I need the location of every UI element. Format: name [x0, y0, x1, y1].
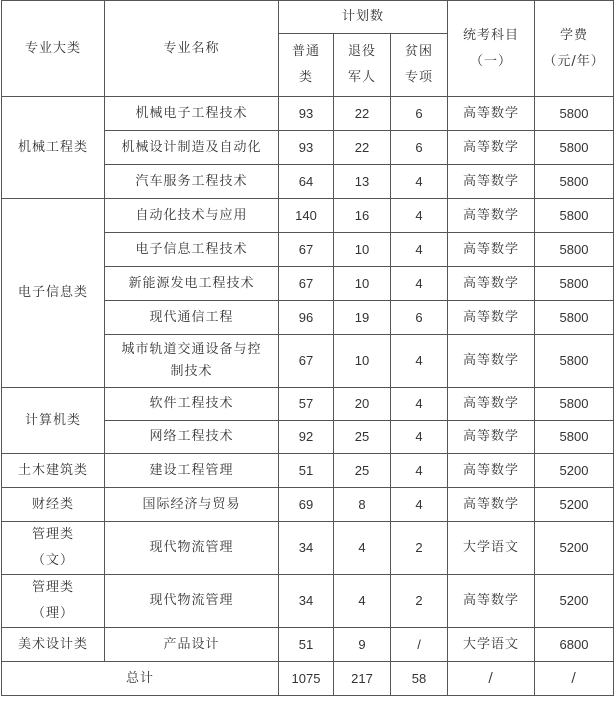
table-row	[2, 628, 614, 662]
fee-cell: 5800	[535, 165, 614, 199]
veteran-cell: 25	[334, 454, 391, 488]
exam-cell: 大学语文	[448, 522, 535, 575]
total-poverty: 58	[391, 662, 448, 696]
table-row	[2, 454, 614, 488]
major-cell: 机械电子工程技术	[105, 97, 279, 131]
exam-cell: 大学语文	[448, 628, 535, 662]
exam-cell: 高等数学	[448, 335, 535, 388]
table-row	[2, 388, 614, 421]
major-cell: 电子信息工程技术	[105, 233, 279, 267]
total-label: 总计	[2, 662, 279, 696]
major-cell: 国际经济与贸易	[105, 488, 279, 522]
major-cell: 现代通信工程	[105, 301, 279, 335]
major-cell: 网络工程技术	[105, 421, 279, 454]
fee-cell: 5800	[535, 301, 614, 335]
table-row	[2, 575, 614, 628]
general-cell: 92	[279, 421, 334, 454]
total-veteran: 217	[334, 662, 391, 696]
major-cell: 产品设计	[105, 628, 279, 662]
fee-cell: 5800	[535, 421, 614, 454]
table-row	[2, 97, 614, 131]
exam-cell: 高等数学	[448, 575, 535, 628]
major-cell: 建设工程管理	[105, 454, 279, 488]
general-cell: 67	[279, 233, 334, 267]
enrollment-plan-table	[1, 0, 614, 696]
poverty-cell: 4	[391, 165, 448, 199]
header-plan-poverty: 贫困 专项	[391, 34, 448, 97]
poverty-cell: 2	[391, 522, 448, 575]
general-cell: 96	[279, 301, 334, 335]
header-plan-general: 普通 类	[279, 34, 334, 97]
total-row	[2, 662, 614, 696]
fee-cell: 5200	[535, 522, 614, 575]
poverty-cell: 2	[391, 575, 448, 628]
exam-cell: 高等数学	[448, 97, 535, 131]
category-cell: 计算机类	[2, 388, 105, 454]
veteran-cell: 25	[334, 421, 391, 454]
header-fee: 学费 （元/年）	[535, 1, 614, 97]
fee-cell: 6800	[535, 628, 614, 662]
major-cell: 机械设计制造及自动化	[105, 131, 279, 165]
veteran-cell: 22	[334, 131, 391, 165]
exam-cell: 高等数学	[448, 454, 535, 488]
category-cell: 管理类 （理）	[2, 575, 105, 628]
header-category: 专业大类	[2, 1, 105, 97]
poverty-cell: 4	[391, 421, 448, 454]
veteran-cell: 13	[334, 165, 391, 199]
major-cell: 现代物流管理	[105, 522, 279, 575]
poverty-cell: 6	[391, 131, 448, 165]
veteran-cell: 22	[334, 97, 391, 131]
total-fee: /	[535, 662, 614, 696]
veteran-cell: 10	[334, 335, 391, 388]
veteran-cell: 19	[334, 301, 391, 335]
poverty-cell: 4	[391, 388, 448, 421]
veteran-cell: 10	[334, 233, 391, 267]
general-cell: 67	[279, 335, 334, 388]
veteran-cell: 4	[334, 575, 391, 628]
exam-cell: 高等数学	[448, 301, 535, 335]
exam-cell: 高等数学	[448, 421, 535, 454]
exam-cell: 高等数学	[448, 233, 535, 267]
category-cell: 管理类 （文）	[2, 522, 105, 575]
total-general: 1075	[279, 662, 334, 696]
fee-cell: 5200	[535, 454, 614, 488]
poverty-cell: 4	[391, 267, 448, 301]
exam-cell: 高等数学	[448, 165, 535, 199]
major-cell: 新能源发电工程技术	[105, 267, 279, 301]
exam-cell: 高等数学	[448, 267, 535, 301]
fee-cell: 5800	[535, 267, 614, 301]
category-cell: 土木建筑类	[2, 454, 105, 488]
general-cell: 69	[279, 488, 334, 522]
general-cell: 34	[279, 522, 334, 575]
category-cell: 美术设计类	[2, 628, 105, 662]
poverty-cell: 6	[391, 97, 448, 131]
category-cell: 财经类	[2, 488, 105, 522]
major-cell: 汽车服务工程技术	[105, 165, 279, 199]
poverty-cell: /	[391, 628, 448, 662]
general-cell: 34	[279, 575, 334, 628]
header-major: 专业名称	[105, 1, 279, 97]
poverty-cell: 4	[391, 454, 448, 488]
general-cell: 51	[279, 454, 334, 488]
fee-cell: 5200	[535, 575, 614, 628]
fee-cell: 5200	[535, 488, 614, 522]
poverty-cell: 6	[391, 301, 448, 335]
major-cell: 软件工程技术	[105, 388, 279, 421]
fee-cell: 5800	[535, 335, 614, 388]
general-cell: 140	[279, 199, 334, 233]
category-cell: 机械工程类	[2, 97, 105, 199]
exam-cell: 高等数学	[448, 131, 535, 165]
header-exam: 统考科目 （一）	[448, 1, 535, 97]
major-cell: 自动化技术与应用	[105, 199, 279, 233]
fee-cell: 5800	[535, 131, 614, 165]
general-cell: 51	[279, 628, 334, 662]
total-exam: /	[448, 662, 535, 696]
category-cell: 电子信息类	[2, 199, 105, 388]
general-cell: 64	[279, 165, 334, 199]
veteran-cell: 10	[334, 267, 391, 301]
table-row	[2, 199, 614, 233]
general-cell: 93	[279, 131, 334, 165]
fee-cell: 5800	[535, 199, 614, 233]
major-cell: 现代物流管理	[105, 575, 279, 628]
table-row	[2, 522, 614, 575]
fee-cell: 5800	[535, 233, 614, 267]
veteran-cell: 9	[334, 628, 391, 662]
veteran-cell: 20	[334, 388, 391, 421]
general-cell: 67	[279, 267, 334, 301]
major-cell: 城市轨道交通设备与控制技术	[105, 335, 279, 388]
poverty-cell: 4	[391, 233, 448, 267]
poverty-cell: 4	[391, 488, 448, 522]
exam-cell: 高等数学	[448, 199, 535, 233]
header-plan: 计划数	[279, 1, 448, 34]
general-cell: 57	[279, 388, 334, 421]
general-cell: 93	[279, 97, 334, 131]
veteran-cell: 4	[334, 522, 391, 575]
exam-cell: 高等数学	[448, 488, 535, 522]
poverty-cell: 4	[391, 199, 448, 233]
fee-cell: 5800	[535, 97, 614, 131]
table-row	[2, 488, 614, 522]
veteran-cell: 16	[334, 199, 391, 233]
header-plan-veteran: 退役 军人	[334, 34, 391, 97]
poverty-cell: 4	[391, 335, 448, 388]
fee-cell: 5800	[535, 388, 614, 421]
veteran-cell: 8	[334, 488, 391, 522]
exam-cell: 高等数学	[448, 388, 535, 421]
